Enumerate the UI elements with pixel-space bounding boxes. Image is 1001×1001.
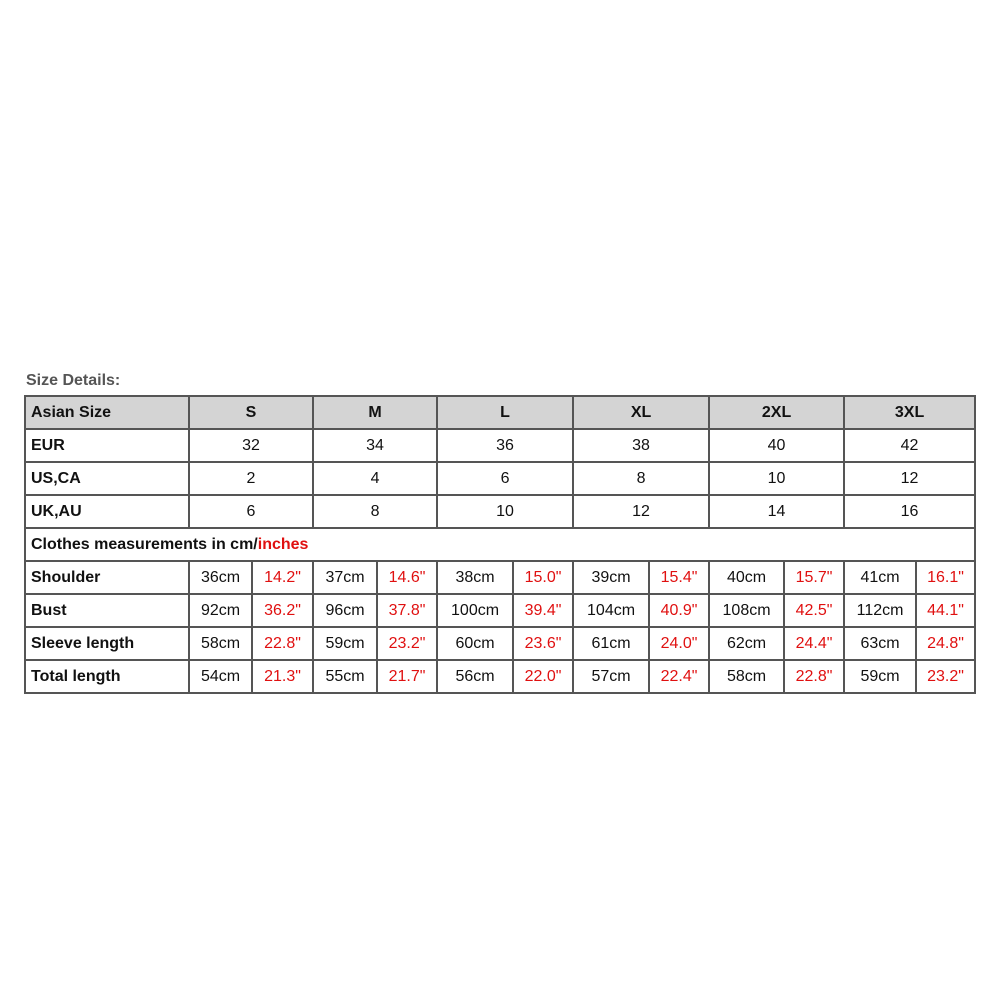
size-header-2xl: 2XL [709,396,844,429]
section-heading-inches: inches [257,535,309,553]
inch-cell: 16.1" [916,561,975,594]
inch-cell: 24.4" [784,627,844,660]
cm-cell: 58cm [709,660,784,693]
conversion-cell: 8 [313,495,437,528]
measurement-row [25,594,975,627]
conversion-row [25,495,975,528]
inch-cell: 22.4" [649,660,709,693]
size-header-xl: XL [573,396,709,429]
cm-cell: 62cm [709,627,784,660]
cm-cell: 54cm [189,660,252,693]
row-label: UK,AU [25,495,189,528]
row-label: EUR [25,429,189,462]
inch-cell: 36.2" [252,594,313,627]
inch-cell: 15.4" [649,561,709,594]
conversion-cell: 2 [189,462,313,495]
cm-cell: 100cm [437,594,513,627]
cm-cell: 112cm [844,594,916,627]
row-label: Total length [25,660,189,693]
inch-cell: 22.8" [252,627,313,660]
inch-cell: 14.2" [252,561,313,594]
conversion-cell: 42 [844,429,975,462]
section-heading-prefix: Clothes measurements in cm/ [31,535,258,553]
cm-cell: 41cm [844,561,916,594]
conversion-cell: 6 [189,495,313,528]
cm-cell: 92cm [189,594,252,627]
inch-cell: 22.0" [513,660,573,693]
cm-cell: 37cm [313,561,377,594]
size-header-3xl: 3XL [844,396,975,429]
conversion-cell: 38 [573,429,709,462]
cm-cell: 57cm [573,660,649,693]
measurement-row [25,627,975,660]
inch-cell: 24.0" [649,627,709,660]
cm-cell: 36cm [189,561,252,594]
header-row [25,396,975,429]
inch-cell: 42.5" [784,594,844,627]
conversion-cell: 12 [573,495,709,528]
inch-cell: 22.8" [784,660,844,693]
inch-cell: 14.6" [377,561,437,594]
inch-cell: 37.8" [377,594,437,627]
size-header-l: L [437,396,573,429]
cm-cell: 59cm [844,660,916,693]
conversion-cell: 16 [844,495,975,528]
inch-cell: 40.9" [649,594,709,627]
row-label: US,CA [25,462,189,495]
cm-cell: 58cm [189,627,252,660]
cm-cell: 59cm [313,627,377,660]
measurement-row [25,561,975,594]
cm-cell: 39cm [573,561,649,594]
conversion-cell: 40 [709,429,844,462]
cm-cell: 56cm [437,660,513,693]
conversion-cell: 8 [573,462,709,495]
inch-cell: 39.4" [513,594,573,627]
inch-cell: 21.3" [252,660,313,693]
cm-cell: 63cm [844,627,916,660]
inch-cell: 15.0" [513,561,573,594]
cm-cell: 40cm [709,561,784,594]
measurement-row [25,660,975,693]
inch-cell: 23.2" [377,627,437,660]
conversion-cell: 14 [709,495,844,528]
row-label: Sleeve length [25,627,189,660]
cm-cell: 104cm [573,594,649,627]
inch-cell: 21.7" [377,660,437,693]
inch-cell: 23.6" [513,627,573,660]
row-label: Shoulder [25,561,189,594]
inch-cell: 15.7" [784,561,844,594]
size-header-m: M [313,396,437,429]
conversion-row [25,462,975,495]
inch-cell: 44.1" [916,594,975,627]
conversion-row [25,429,975,462]
section-row [25,528,975,561]
size-header-s: S [189,396,313,429]
size-chart-table [24,395,976,694]
conversion-cell: 10 [437,495,573,528]
cm-cell: 61cm [573,627,649,660]
conversion-cell: 6 [437,462,573,495]
conversion-cell: 34 [313,429,437,462]
conversion-cell: 36 [437,429,573,462]
cm-cell: 60cm [437,627,513,660]
conversion-cell: 4 [313,462,437,495]
conversion-cell: 12 [844,462,975,495]
cm-cell: 38cm [437,561,513,594]
cm-cell: 108cm [709,594,784,627]
cm-cell: 55cm [313,660,377,693]
cm-cell: 96cm [313,594,377,627]
header-label: Asian Size [25,396,189,429]
row-label: Bust [25,594,189,627]
conversion-cell: 32 [189,429,313,462]
page-title: Size Details: [26,372,121,389]
inch-cell: 24.8" [916,627,975,660]
section-heading [25,528,975,561]
inch-cell: 23.2" [916,660,975,693]
conversion-cell: 10 [709,462,844,495]
